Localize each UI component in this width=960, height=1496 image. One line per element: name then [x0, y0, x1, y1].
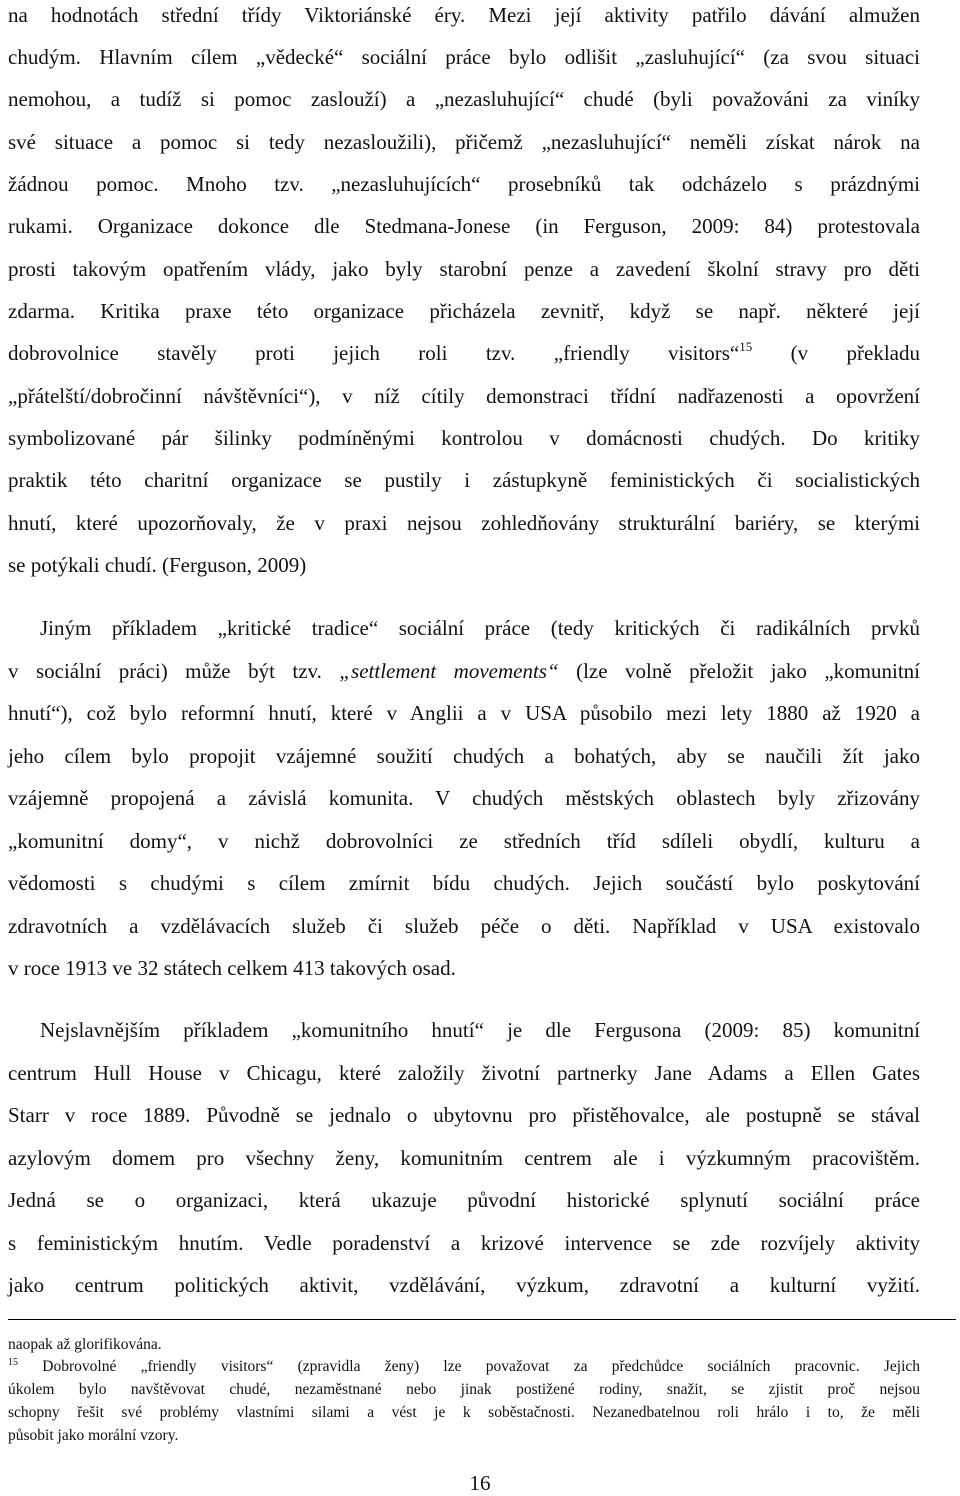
footnote-separator	[8, 1319, 956, 1320]
body-line: jako centrum politických aktivit, vzdělávání, výzkum, zdravotní a kulturní vyžití.	[8, 1273, 920, 1297]
body-line: žádnou pomoc. Mnoho tzv. „nezasluhujících“ prosebníků tak odcházelo s prázdnými	[8, 172, 920, 196]
body-line: Jiným příkladem „kritické tradice“ sociální práce (tedy kritických či radikálních prvků	[40, 616, 920, 640]
body-line: chudým. Hlavním cílem „vědecké“ sociální práce bylo odlišit „zasluhující“ (za svou situaci	[8, 45, 920, 69]
body-line: na hodnotách střední třídy Viktoriánské éry. Mezi její aktivity patřilo dávání almužen	[8, 3, 920, 27]
body-line: se potýkali chudí. (Ferguson, 2009)	[8, 553, 307, 577]
body-line-text: v sociální práci) může být tzv.	[8, 659, 340, 683]
body-line: azylovým domem pro všechny ženy, komunitním centrem ale i výzkumným pracovištěm.	[8, 1146, 920, 1170]
body-line: v roce 1913 ve 32 státech celkem 413 takových osad.	[8, 956, 456, 980]
body-line: „přátelští/dobročinní návštěvníci“), v níž cítily demonstraci třídní nadřazenosti a opovržení	[8, 384, 920, 408]
body-line: s feministickým hnutím. Vedle poradenství a krizové intervence se zde rozvíjely aktivity	[8, 1231, 920, 1255]
footnote-15	[8, 1356, 920, 1378]
body-line: hnutí, které upozorňovaly, že v praxi nejsou zohledňovány strukturální bariéry, se kterými	[8, 511, 920, 535]
body-line: nemohou, a tudíž si pomoc zaslouží) a „nezasluhující“ chudé (byli považováni za viníky	[8, 87, 920, 111]
footnote-number: 15	[8, 1357, 18, 1368]
footnote-ref[interactable]: 15	[739, 339, 753, 354]
body-line: vzájemně propojená a závislá komunita. V chudých městských oblastech byly zřizovány	[8, 786, 920, 810]
footnote-text: Dobrovolné „friendly visitors“ (zpravidla ženy) lze považovat za předchůdce sociálních pracovnic. Jejich	[42, 1358, 921, 1375]
footnote-line: úkolem bylo navštěvovat chudé, nezaměstnané nebo jinak postižené rodiny, snažit, se zjistit proč nejsou	[8, 1381, 920, 1398]
body-line-text: (lze volně přeložit jako „komunitní	[558, 659, 921, 683]
footnote-line: působit jako morální vzory.	[8, 1427, 179, 1444]
body-line: Nejslavnějším příkladem „komunitního hnutí“ je dle Fergusona (2009: 85) komunitní	[40, 1018, 920, 1042]
body-line-text: (v překladu	[752, 341, 920, 365]
body-line: Jedná se o organizaci, která ukazuje původní historické splynutí sociální práce	[8, 1188, 920, 1212]
body-line: zdarma. Kritika praxe této organizace přicházela zevnitř, když se např. některé její	[8, 299, 920, 323]
body-line: centrum Hull House v Chicagu, které založily životní partnerky Jane Adams a Ellen Gates	[8, 1061, 920, 1085]
body-line: „komunitní domy“, v nichž dobrovolníci ze středních tříd sdíleli obydlí, kulturu a	[8, 829, 920, 853]
body-line: jeho cílem bylo propojit vzájemné soužití chudých a bohatých, aby se naučili žít jako	[8, 744, 920, 768]
body-line: rukami. Organizace dokonce dle Stedmana-Jonese (in Ferguson, 2009: 84) protestovala	[8, 214, 920, 238]
body-line: vědomosti s chudými s cílem zmírnit bídu chudých. Jejich součástí bylo poskytování	[8, 871, 920, 895]
body-line: prosti takovým opatřením vlády, jako byly starobní penze a zavedení školní stravy pro děti	[8, 257, 920, 281]
body-line: Starr v roce 1889. Původně se jednalo o ubytovnu pro přistěhovalce, ale postupně se stával	[8, 1103, 920, 1127]
italic-term: „settlement movements“	[339, 659, 559, 683]
body-line-text: dobrovolnice stavěly proti jejich roli tzv. „friendly visitors“	[8, 341, 740, 365]
body-line: zdravotních a vzdělávacích služeb či služeb péče o děti. Například v USA existovalo	[8, 914, 920, 938]
body-line	[8, 338, 920, 368]
page-number: 16	[469, 1471, 491, 1495]
body-line: své situace a pomoc si tedy nezasloužili), přičemž „nezasluhující“ neměli získat nárok na	[8, 130, 920, 154]
body-line: hnutí“), což bylo reformní hnutí, které v Anglii a v USA působilo mezi lety 1880 až 1920 a	[8, 701, 920, 725]
footnote-continuation: naopak až glorifikována.	[8, 1336, 162, 1353]
body-line: praktik této charitní organizace se pustily i zástupkyně feministických či socialistických	[8, 468, 920, 492]
footnote-line: schopny řešit své problémy vlastními silami a vést je k soběstačnosti. Nezanedbatelnou roli hrálo i to, že měli	[8, 1404, 920, 1421]
body-line: symbolizované pár šilinky podmíněnými kontrolou v domácnosti chudých. Do kritiky	[8, 426, 920, 450]
body-line	[8, 656, 920, 686]
